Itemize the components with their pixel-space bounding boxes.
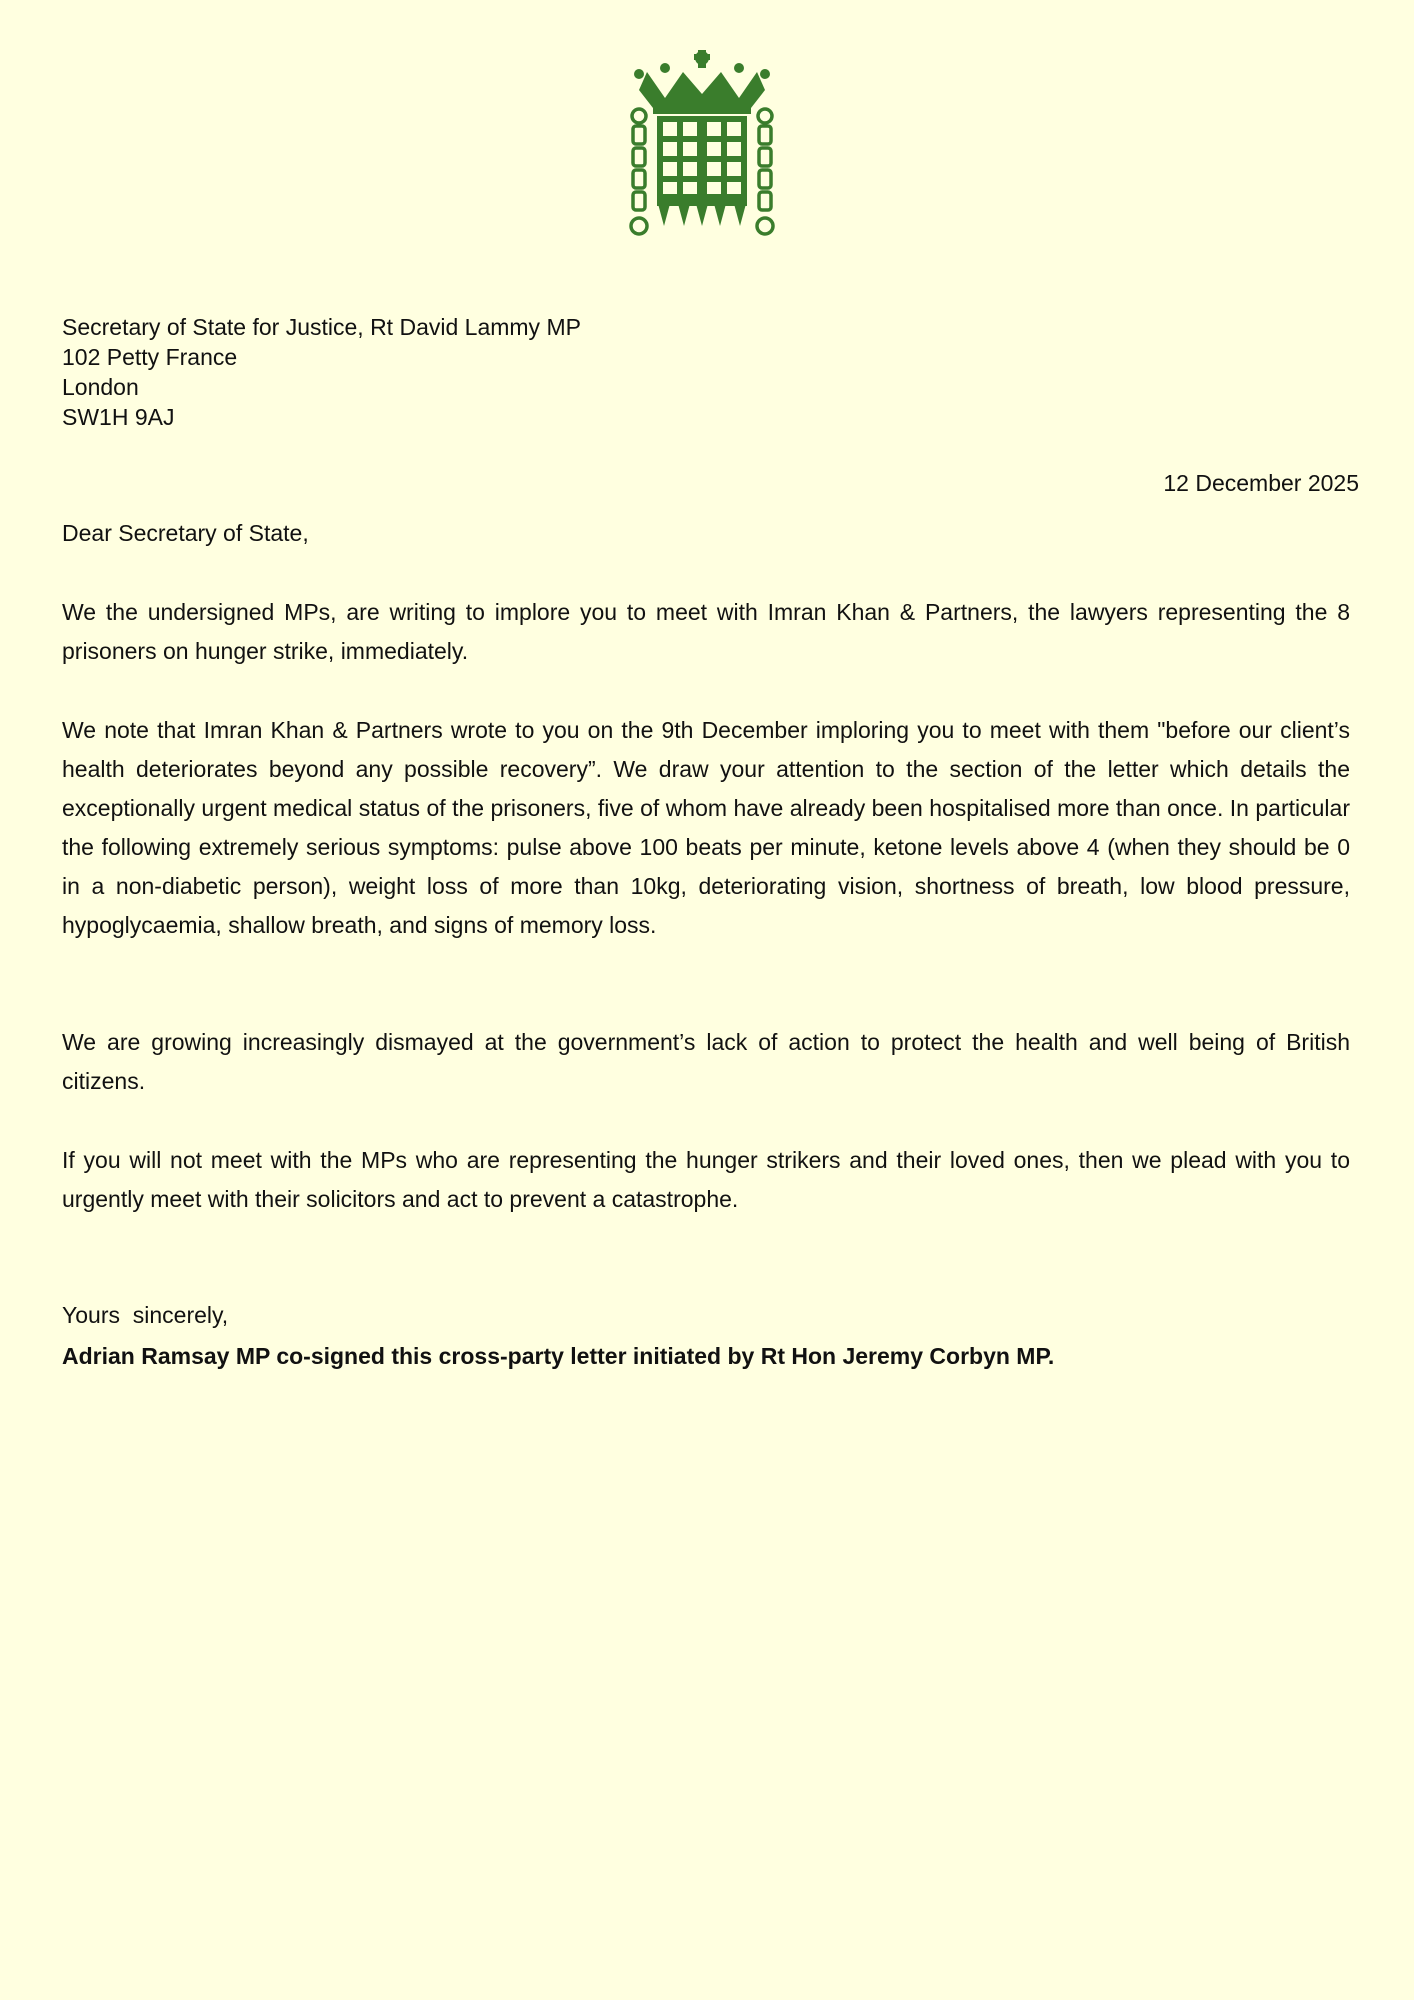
recipient-postcode-line: SW1H 9AJ	[62, 404, 175, 430]
body-paragraph: We the undersigned MPs, are writing to implore you to meet with Imran Khan & Partners, the lawyers representing the 8 prisoners on hunger strike, immediately.	[62, 599, 1350, 664]
recipient-address	[62, 312, 581, 432]
body-paragraph: If you will not meet with the MPs who are representing the hunger strikers and their loved ones, then we plead with you to urgently meet with their solicitors and act to prevent a catastrophe.	[62, 1147, 1350, 1212]
portcullis-crest-icon	[627, 50, 777, 238]
recipient-city-line: London	[62, 374, 139, 400]
body-paragraph: We note that Imran Khan & Partners wrote to you on the 9th December imploring you to meet with them "before our client’s health deteriorates beyond any possible recovery”. We draw your attention to the section of the letter which details the exceptionally urgent medical status of the prisoners, five of whom have already been hospitalised more than once. In particular the following extremely serious symptoms: pulse above 100 beats per minute, ketone levels above 4 (when they should be 0 in a non-diabetic person), weight loss of more than 10kg, deteriorating vision, shortness of breath, low blood pressure, hypoglycaemia, shallow breath, and signs of memory loss.	[62, 717, 1350, 938]
letter-date: 12 December 2025	[1163, 470, 1359, 496]
closing: Yours sincerely,	[62, 1302, 229, 1328]
signature-line: Adrian Ramsay MP co-signed this cross-party letter initiated by Rt Hon Jeremy Corbyn MP.	[62, 1343, 1055, 1369]
body-paragraph: We are growing increasingly dismayed at the government’s lack of action to protect the health and well being of British citizens.	[62, 1029, 1350, 1094]
recipient-name-line: Secretary of State for Justice, Rt David Lammy MP	[62, 314, 581, 340]
recipient-street-line: 102 Petty France	[62, 344, 238, 370]
salutation: Dear Secretary of State,	[62, 520, 309, 546]
